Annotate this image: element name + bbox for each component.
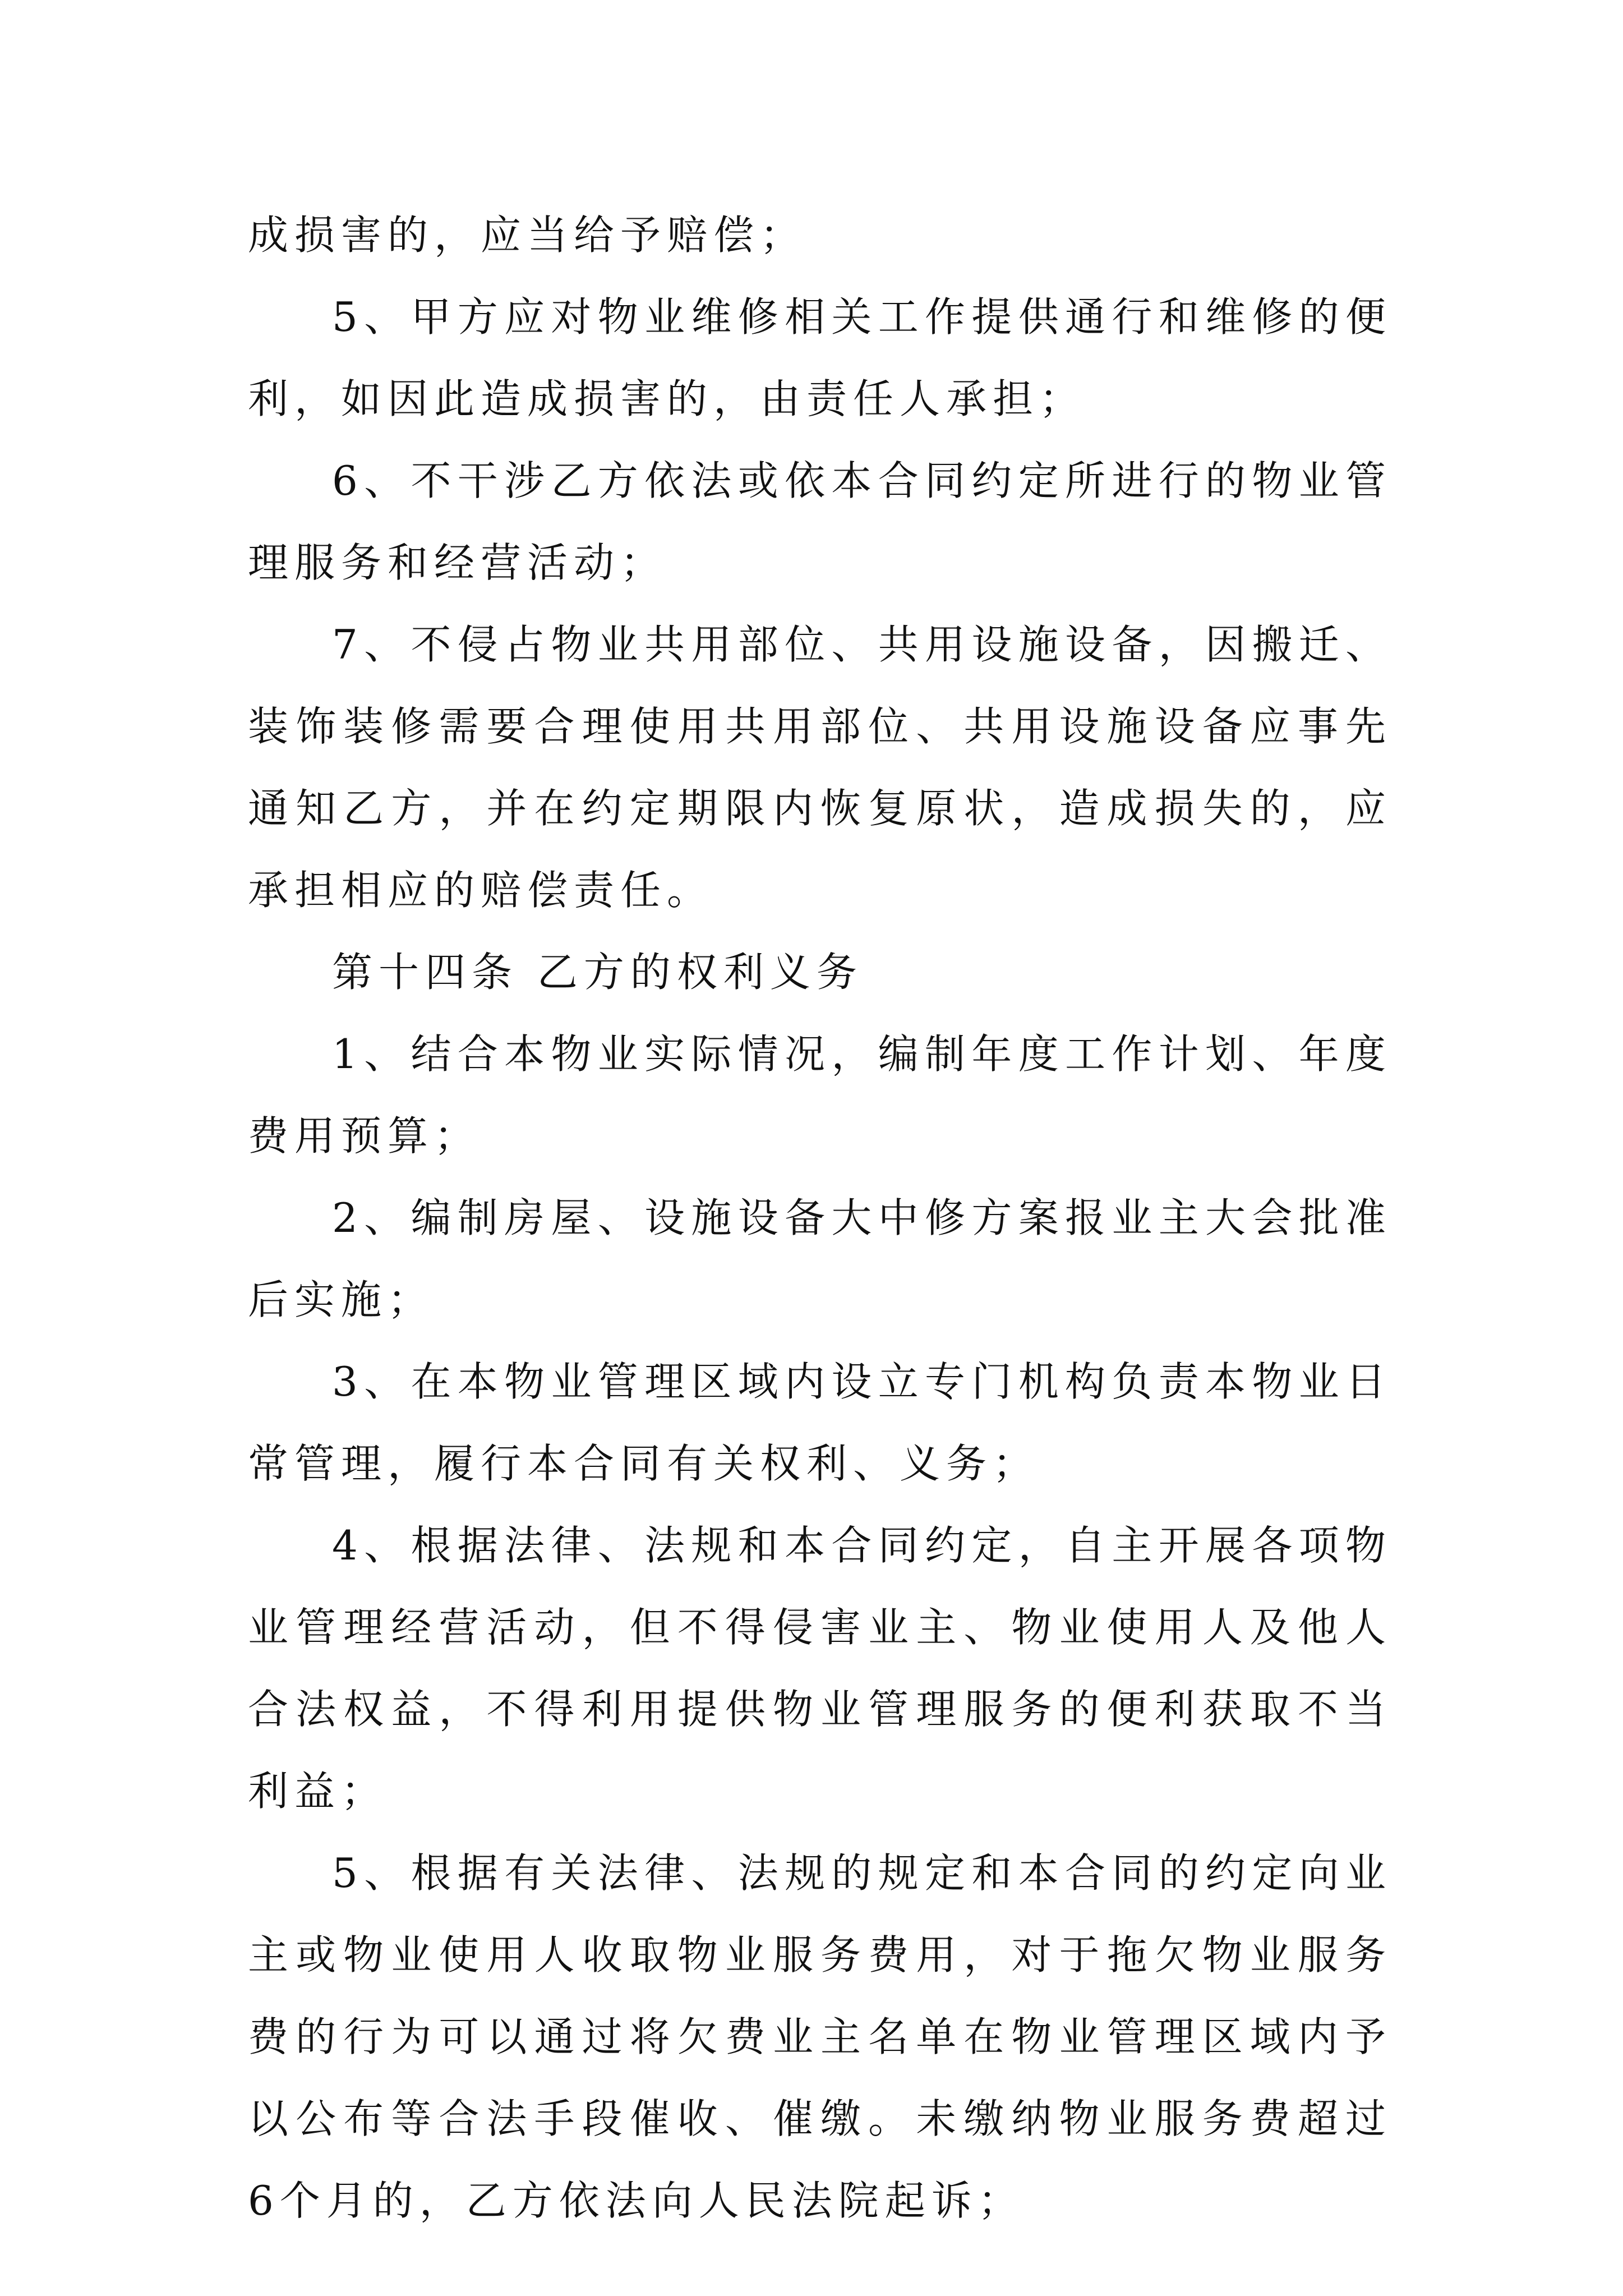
paragraph-clause-5-access: 5、甲方应对物业维修相关工作提供通行和维修的便利，如因此造成损害的，由责任人承担； (248, 293, 1392, 422)
paragraph-party-b-item-1: 1、结合本物业实际情况，编制年度工作计划、年度费用预算； (248, 1030, 1392, 1159)
paragraph-party-b-item-5: 5、根据有关法律、法规的规定和本合同的约定向业主或物业使用人收取物业服务费用，对于拖欠物业服务费的行为可以通过将欠费业主名单在物业管理区域内予以公布等合法手段催收、催缴。未缴纳物业服务费超过6个月的，乙方依法向人民法院起诉； (248, 1849, 1392, 2224)
section-heading-article-14: 第十四条 乙方的权利义务 (332, 949, 863, 996)
paragraph-clause-7-common-areas: 7、不侵占物业共用部位、共用设施设备，因搬迁、装饰装修需要合理使用共用部位、共用设施设备应事先通知乙方，并在约定期限内恢复原状，造成损失的，应承担相应的赔偿责任。 (248, 621, 1392, 914)
paragraph-party-b-item-2: 2、编制房屋、设施设备大中修方案报业主大会批准后实施； (248, 1194, 1392, 1323)
paragraph-clause-6-non-interference: 6、不干涉乙方依法或依本合同约定所进行的物业管理服务和经营活动； (248, 457, 1392, 586)
document-body (248, 194, 1392, 2242)
paragraph-party-b-item-4: 4、根据法律、法规和本合同约定，自主开展各项物业管理经营活动，但不得侵害业主、物业使用人及他人合法权益，不得利用提供物业管理服务的便利获取不当利益； (248, 1522, 1392, 1815)
paragraph-party-b-item-3: 3、在本物业管理区域内设立专门机构负责本物业日常管理，履行本合同有关权利、义务； (248, 1358, 1392, 1487)
paragraph-damage-compensation: 成损害的，应当给予赔偿； (248, 211, 807, 259)
